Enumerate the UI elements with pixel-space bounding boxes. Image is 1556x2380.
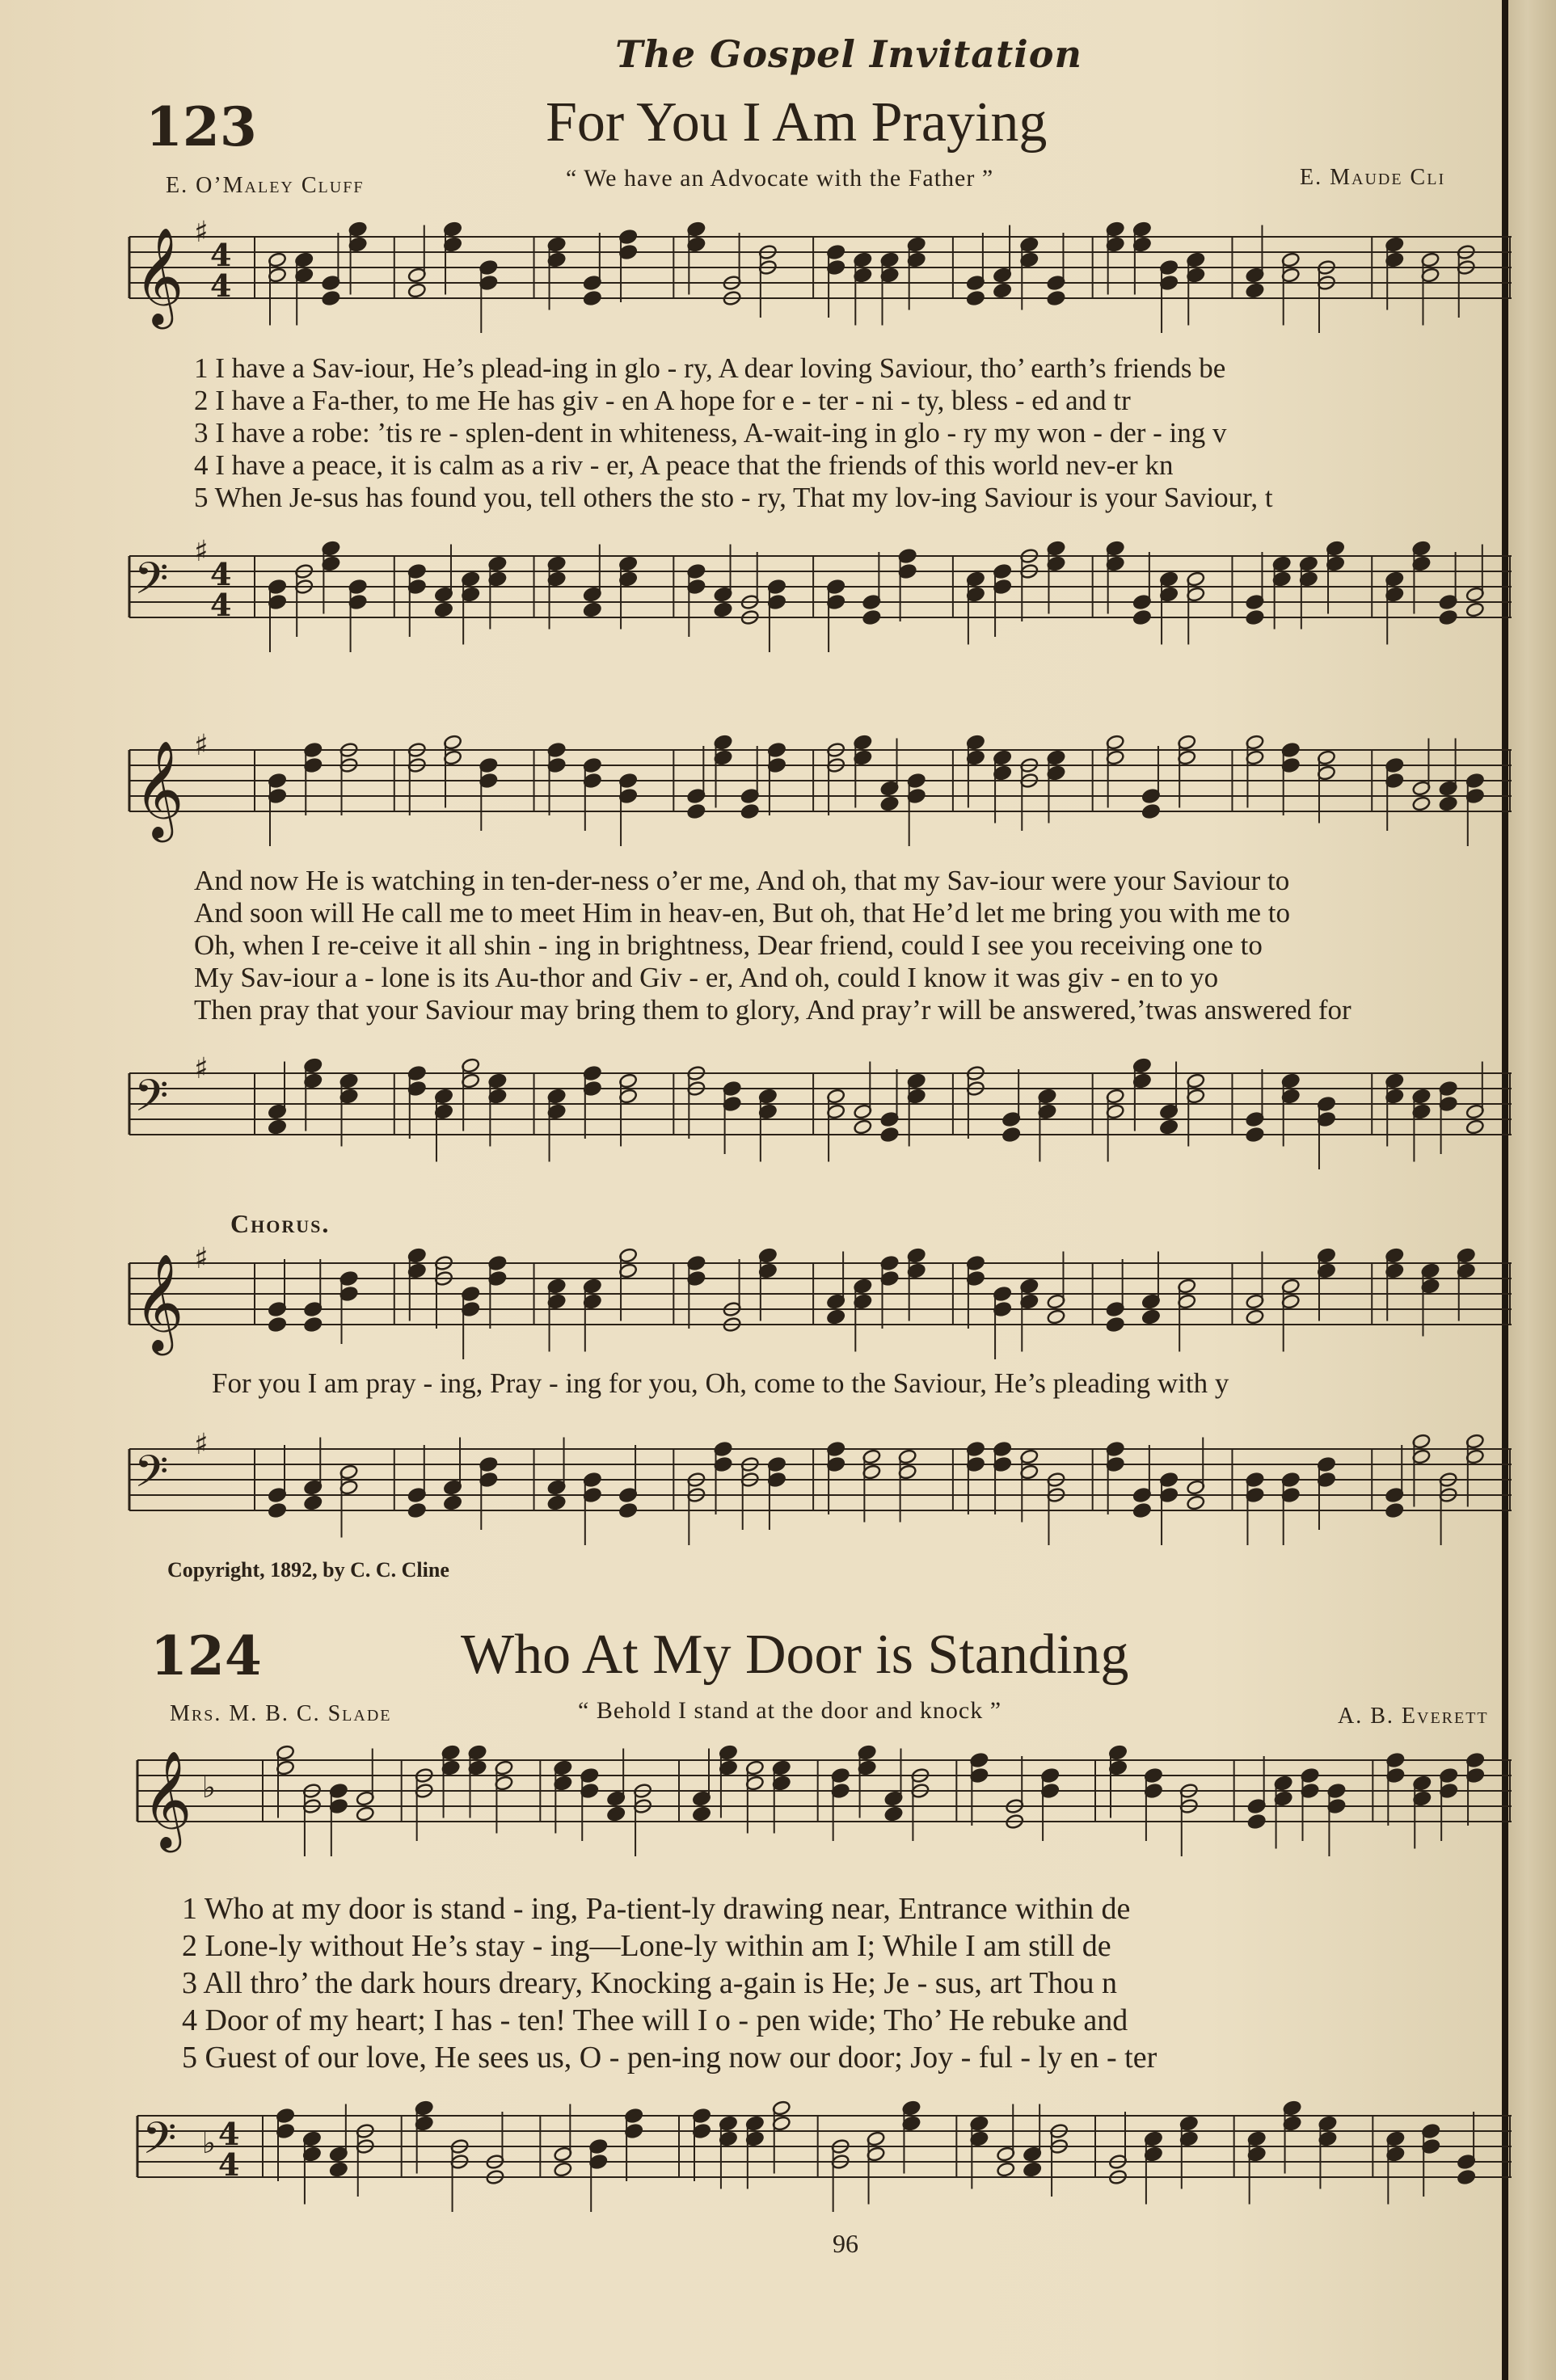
hymn-123-verse-line-1: 5 When Je-sus has found you, tell others the sto - ry, That my lov-ing Saviour is your Saviour, t (194, 482, 1273, 513)
hymn-124-composer: A. B. Everett (1338, 1704, 1489, 1729)
book-binding (1502, 0, 1508, 2380)
hymn-123-verse-line-2: And now He is watching in ten-der-ness o’er me, And oh, that my Sav-iour were your Saviour to (194, 865, 1290, 896)
svg-text:𝄢: 𝄢 (142, 2113, 177, 2175)
svg-text:♯: ♯ (194, 1428, 209, 1461)
hymn-124-author: Mrs. M. B. C. Slade (170, 1701, 392, 1726)
svg-text:4: 4 (210, 587, 232, 623)
staff-123-bass-3 (113, 1426, 1512, 1531)
hymn-123-verse-line-2: Oh, when I re-ceive it all shin - ing in brightness, Dear friend, could I see you receiving one to (194, 929, 1263, 961)
hymn-123-verse-line-1: 1 I have a Sav-iour, He’s plead-ing in glo - ry, A dear loving Saviour, tho’ earth’s friends be (194, 352, 1226, 384)
hymn-123-composer: E. Maude Cli (1300, 165, 1446, 190)
hymn-124-scripture: “ Behold I stand at the door and knock ” (578, 1697, 1002, 1724)
svg-text:𝄢: 𝄢 (134, 1446, 169, 1508)
svg-text:𝄢: 𝄢 (134, 553, 169, 615)
hymn-123-number: 123 (145, 95, 257, 158)
next-page-edge (1508, 0, 1556, 2380)
hymn-124-verse-line: 1 Who at my door is stand - ing, Pa-tient-ly drawing near, Entrance within de (182, 1892, 1131, 1926)
svg-text:♯: ♯ (194, 1052, 209, 1085)
svg-text:𝄞: 𝄞 (134, 226, 184, 325)
svg-text:𝄞: 𝄞 (142, 1750, 192, 1848)
hymn-123-verse-line-2: My Sav-iour a - lone is its Au-thor and Giv - er, And oh, could I know it was giv - en to yo (194, 962, 1219, 993)
svg-text:𝄢: 𝄢 (134, 1070, 169, 1132)
staff-123-treble-2 (113, 727, 1512, 838)
svg-text:4: 4 (218, 2146, 240, 2183)
hymn-124-verse-line: 4 Door of my heart; I has - ten! Thee will I o - pen wide; Tho’ He rebuke and (182, 2003, 1128, 2037)
hymn-124-verse-line: 2 Lone-ly without He’s stay - ing—Lone-ly within am I; While I am still de (182, 1929, 1111, 1963)
hymn-124-number: 124 (150, 1624, 262, 1687)
staff-123-treble-1 (113, 214, 1512, 325)
svg-text:♭: ♭ (202, 2127, 216, 2160)
hymn-123-verse-line-1: 3 I have a robe: ’tis re - splen-dent in whiteness, A-wait-ing in glo - ry my won - der - ing v (194, 417, 1227, 449)
hymn-123-chorus-text: For you I am pray - ing, Pray - ing for you, Oh, come to the Saviour, He’s pleading with y (212, 1367, 1229, 1399)
svg-text:♯: ♯ (194, 216, 209, 249)
page-number: 96 (833, 2229, 858, 2258)
svg-text:♯: ♯ (194, 1242, 209, 1275)
staff-123-bass-2 (113, 1051, 1512, 1156)
hymn-124-title: Who At My Door is Standing (461, 1624, 1129, 1686)
svg-text:4: 4 (210, 237, 232, 273)
hymn-123-verse-line-2: And soon will He call me to meet Him in heav-en, But oh, that He’d let me bring you with me to (194, 897, 1290, 929)
hymn-123-verse-line-1: 4 I have a peace, it is calm as a riv - er, A peace that the friends of this world nev-er kn (194, 449, 1174, 481)
svg-text:4: 4 (210, 267, 232, 304)
svg-text:𝄞: 𝄞 (134, 739, 184, 838)
svg-text:4: 4 (210, 556, 232, 592)
hymn-123-verse-line-1: 2 I have a Fa-ther, to me He has giv - en A hope for e - ter - ni - ty, bless - ed and tr (194, 385, 1131, 416)
svg-text:4: 4 (218, 2116, 240, 2152)
chorus-label: Chorus. (230, 1209, 331, 1238)
staff-123-bass-1 (113, 533, 1512, 638)
hymn-124-verse-line: 3 All thro’ the dark hours dreary, Knocking a-gain is He; Je - sus, art Thou n (182, 1966, 1117, 2000)
copyright-notice: Copyright, 1892, by C. C. Cline (167, 1558, 449, 1582)
hymn-123-scripture: “ We have an Advocate with the Father ” (566, 165, 994, 192)
hymn-124-verse-line: 5 Guest of our love, He sees us, O - pen-ing now our door; Joy - ful - ly en - ter (182, 2041, 1158, 2075)
svg-text:♯: ♯ (194, 535, 209, 568)
hymn-123-verse-line-2: Then pray that your Saviour may bring them to glory, And pray’r will be answered,’twas answered for (194, 994, 1351, 1026)
hymn-123-title: For You I Am Praying (546, 91, 1048, 154)
staff-124-treble (121, 1738, 1512, 1848)
hymn-123-author: E. O’Maley Cluff (166, 173, 365, 198)
staff-124-bass (121, 2093, 1512, 2198)
svg-text:𝄞: 𝄞 (134, 1253, 184, 1351)
svg-text:♯: ♯ (194, 729, 209, 762)
running-title: The Gospel Invitation (615, 32, 1082, 76)
svg-text:♭: ♭ (202, 1771, 216, 1805)
staff-123-treble-3 (113, 1241, 1512, 1351)
